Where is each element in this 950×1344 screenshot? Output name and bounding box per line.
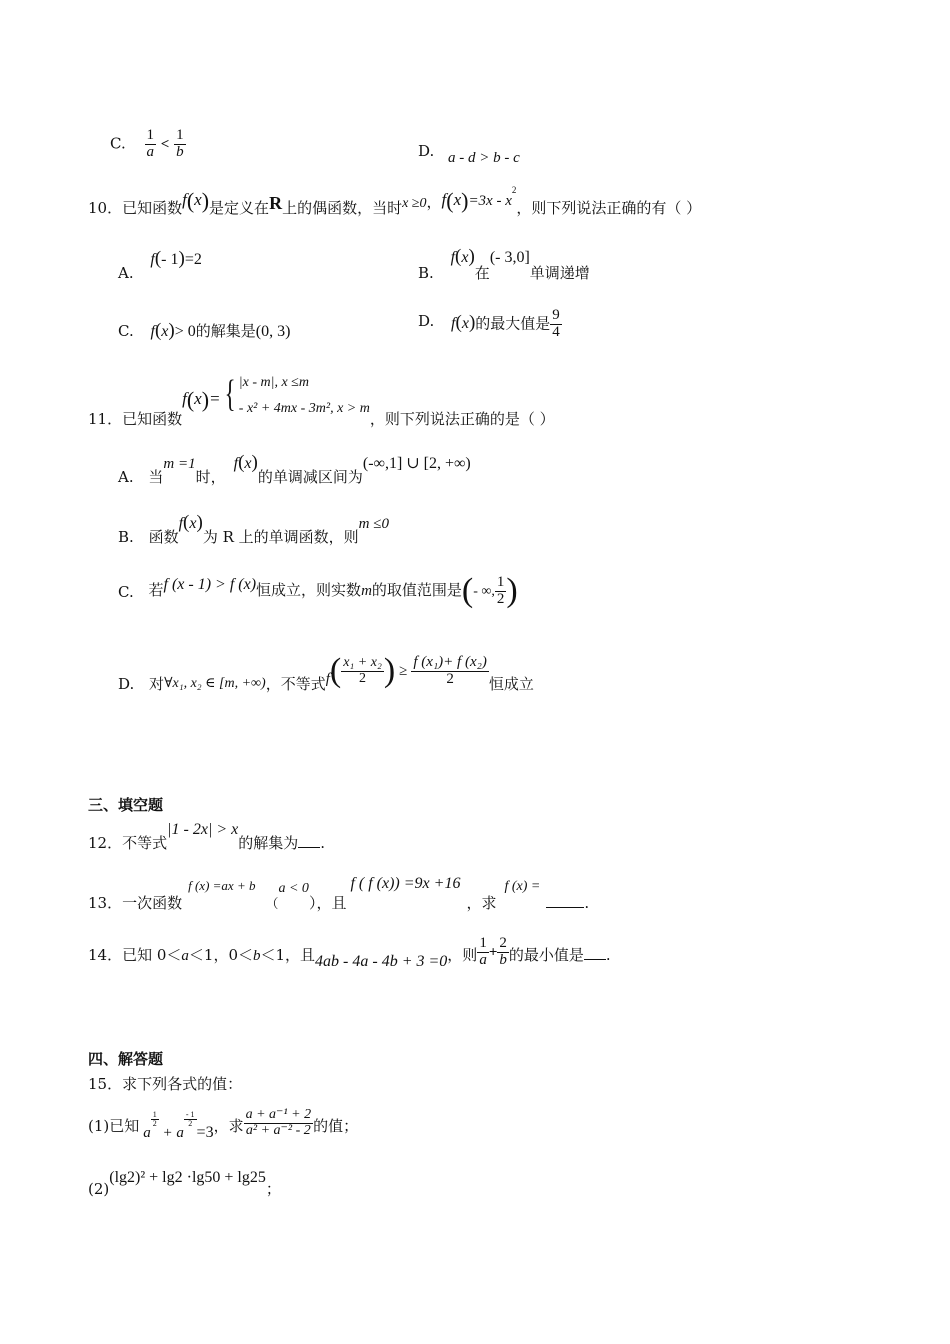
period: . (584, 894, 590, 912)
option-label: B. (418, 264, 434, 282)
option-text: 对 (149, 675, 165, 693)
option-text: 为 R 上的单调函数，则 (202, 528, 359, 546)
question-number: 11． (88, 410, 123, 428)
inequality: f (x - 1) > f (x) (163, 576, 257, 593)
question-11: 11．已知函数f(x)={ |x - m|, x ≤m - x² + 4mx - 3m², x > m ，则下列说法正确的是（ ） (88, 368, 555, 420)
option-text: ，不等式 (265, 675, 326, 693)
question-text: ，则 (447, 946, 478, 965)
question-15 (88, 1073, 242, 1094)
ask-expr: f (x) = (504, 879, 541, 894)
composition: f ( f (x)) =9x +16 (350, 875, 461, 892)
option-text: 当 (148, 468, 164, 486)
expression: (lg2)² + lg2 ·lg50 + lg25 (109, 1169, 266, 1186)
question-12 (88, 818, 326, 852)
option-text: 的取值范围是 (371, 581, 462, 599)
condition: =3 (196, 1124, 214, 1142)
linear-function: f (x) =ax + b (188, 878, 256, 893)
option-text: 在 (474, 264, 490, 282)
equation: 4ab - 4a - 4b + 3 =0 (315, 953, 448, 971)
option-label: B. (118, 528, 134, 546)
question-text: 的最小值是 (508, 946, 584, 965)
fraction-1-over-b: $\frac{1}{b}$ (176, 127, 184, 160)
q10-option-c: C. f(x)> 0的解集是(0, 3) (118, 320, 291, 341)
option-label: A. (118, 468, 134, 486)
question-text: 求下列各式的值： (122, 1075, 243, 1093)
condition: m =1 (163, 456, 196, 472)
question-text: ＜1，且 (260, 946, 316, 965)
fraction-1-over-a: $\frac{1}{a}$ (479, 935, 487, 968)
question-number: 12． (88, 834, 123, 852)
q15-part-2 (88, 1166, 281, 1198)
variable-a: a (181, 948, 189, 965)
question-text: ，求 (466, 894, 497, 912)
option-label: D. (118, 675, 135, 693)
q11-option-a: A. 当m =1时，f(x)的单调减区间为(-∞,1] ∪ [2, +∞) (118, 452, 471, 486)
question-text: 上的偶函数，当时 (282, 198, 403, 217)
question-text: ），且 (308, 894, 347, 912)
question-text: 的解集为 (238, 834, 299, 852)
question-text: ＜1，0＜ (188, 946, 253, 965)
q11-option-b: B. 函数f(x)为 R 上的单调函数，则m ≤0 (118, 512, 389, 546)
question-number: 10． (88, 198, 123, 217)
lhs-fraction: $\frac{\text{x₁ + x₂}}{2}$ (343, 654, 382, 686)
question-text: 已知 0＜ (122, 946, 182, 965)
question-text: 已知函数 (122, 410, 183, 428)
condition: m ≤0 (358, 516, 389, 532)
variable-m: m (361, 583, 372, 599)
plus: + (488, 944, 498, 961)
bold-r: R (269, 192, 283, 213)
question-number: 14． (88, 946, 123, 965)
question-text: 的值； (313, 1117, 359, 1136)
period: . (605, 946, 611, 965)
fraction-2-over-b: $\frac{2}{b}$ (499, 935, 507, 968)
part-label: (1)已知 (88, 1117, 140, 1136)
option-label: C. (118, 322, 134, 340)
option-label: A. (118, 264, 134, 282)
quantifier: ∀x₁, x₂ ∈ [m, +∞) (164, 676, 266, 691)
target-fraction: $\frac{\text{a + a⁻¹ + 2}}{\text{a² + a⁻² - 2}}$ (245, 1107, 312, 1138)
fraction-9-over-4: $\frac{9}{4}$ (552, 307, 560, 340)
section-title-fill-in: 三、填空题 (88, 796, 164, 814)
fraction-1-over-2: $\frac{1}{2}$ (496, 573, 505, 607)
question-number: 15． (88, 1075, 123, 1093)
option-text: 恒成立，则实数 (256, 581, 362, 599)
option-text: 时， (195, 468, 226, 486)
condition: x ≥0 (402, 195, 427, 211)
q10-option-a: A. f(- 1)=2 (118, 248, 202, 282)
question-text: 不等式 (122, 834, 168, 852)
option-expr: > 0 (174, 323, 196, 340)
answer-blank[interactable] (584, 959, 606, 960)
period: . (320, 834, 326, 852)
q9-option-d (418, 142, 434, 160)
question-text: 是定义在 (209, 198, 270, 217)
option-text: 函数 (148, 528, 179, 546)
option-label: D. (418, 142, 435, 160)
interval: (- 3,0] (489, 249, 530, 266)
option-text: 单调递增 (529, 264, 590, 282)
question-10: 10．已知函数f(x)是定义在R上的偶函数，当时x ≥0，$f(x)=3x - x^2$，则下列说法正确的有（ ） (88, 184, 702, 217)
question-text: ，则下列说法正确的有（ ） (516, 198, 702, 217)
condition: a < 0 (278, 881, 309, 896)
question-text: ，则下列说法正确的是（ ） (369, 410, 555, 428)
option-expr: =2 (184, 251, 202, 268)
interval: (0, 3) (255, 323, 291, 340)
question-text: 已知函数 (122, 198, 183, 217)
interval: (-∞,1] ∪ [2, +∞) (362, 455, 471, 472)
inequality: |1 - 2x| > x (167, 821, 239, 838)
option-text: 的单调减区间为 (257, 468, 363, 486)
question-text: ，求 (213, 1117, 244, 1136)
fraction-1-over-a: $\frac{1}{a}$ (146, 127, 154, 160)
option-text: 若 (148, 581, 164, 599)
q10-option-b: B. f(x)在(- 3,0]单调递增 (418, 246, 590, 282)
question-13 (88, 874, 590, 912)
option-text: 的最大值是 (475, 314, 551, 333)
q10-option-d: D. f(x)的最大值是 $\frac{9}{4}$ (418, 307, 560, 340)
q15-part-1: (1)已知 a $\frac{1}{2}$ + a $\frac{- 1}{2}$ =3，求 $\frac{\text{a + a⁻¹ + 2}}{\text{a² + a⁻² - 2}}$ 的值； (88, 1107, 359, 1142)
variable-b: b (253, 948, 261, 965)
question-number: 13． (88, 894, 123, 912)
option-label: D. (418, 312, 435, 331)
comma: ， (426, 192, 442, 211)
answer-blank[interactable] (546, 907, 584, 908)
option-label: C. (110, 134, 126, 153)
q9-option-c: C. $\frac{1}{a}$ < $\frac{1}{b}$ (110, 127, 184, 160)
semicolon: ； (265, 1180, 281, 1198)
q11-option-d: D. 对∀x₁, x₂ ∈ [m, +∞)，不等式f( $\frac{\text{x₁ + x₂}}{2}$ ) ≥ $\frac{\text{f (x₁)+ f (x₂)}}{2}$ 恒成立 (118, 652, 534, 693)
question-text: 一次函数 (122, 894, 183, 912)
section-title-answers: 四、解答题 (88, 1050, 164, 1068)
question-14 (88, 936, 611, 969)
piecewise-case-1: |x - m|, x ≤m (238, 375, 309, 390)
interval: - ∞, (473, 584, 495, 599)
answer-blank[interactable] (298, 847, 320, 848)
q9-option-d-expr: a - d > b - c (448, 150, 520, 166)
option-label: C. (118, 583, 134, 601)
definition: =3x - x (468, 192, 512, 209)
piecewise-case-2: - x² + 4mx - 3m², x > m (238, 401, 370, 416)
part-label: (2) (88, 1180, 110, 1198)
geq-sign: ≥ (399, 663, 408, 679)
q11-option-c: C. 若f (x - 1) > f (x)恒成立，则实数m的取值范围是(- ∞, $\frac{1}{2}$ ) (118, 572, 518, 609)
option-text: 恒成立 (488, 675, 534, 693)
rhs-fraction: $\frac{\text{f (x₁)+ f (x₂)}}{2}$ (413, 653, 487, 687)
paren: （ (265, 897, 279, 912)
option-text: 的解集是 (195, 322, 256, 340)
